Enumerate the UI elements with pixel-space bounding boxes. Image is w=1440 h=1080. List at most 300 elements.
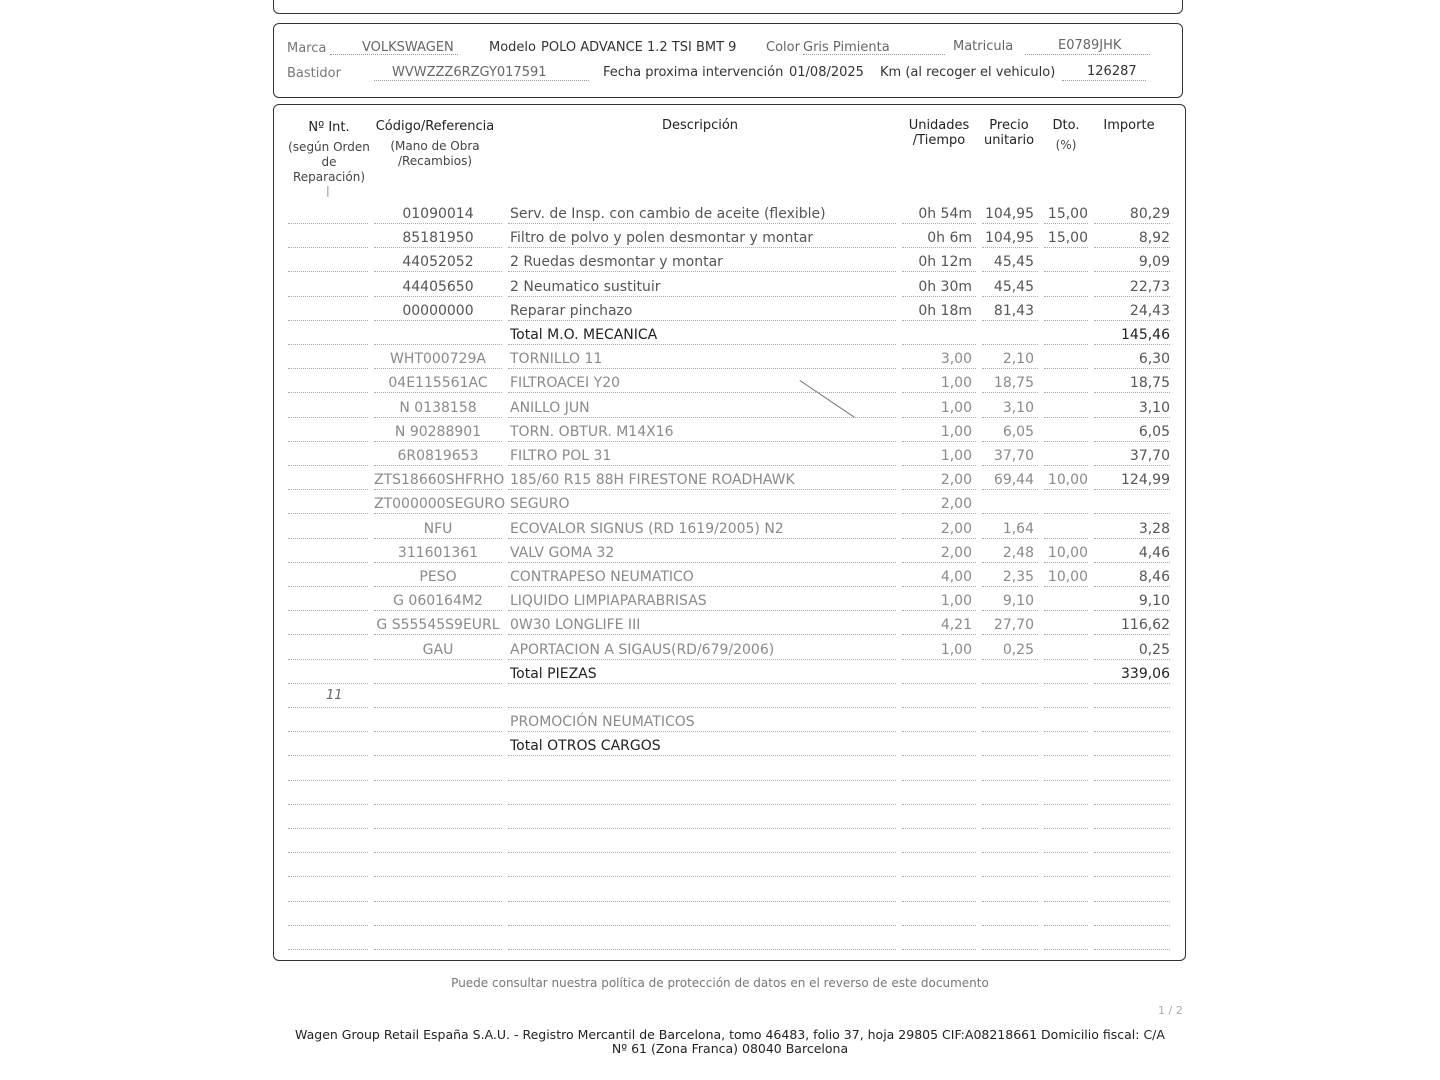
row-rule [508, 513, 896, 514]
cell-desc: PROMOCIÓN NEUMATICOS [510, 714, 695, 731]
row-rule [508, 562, 896, 563]
cell-units: 2,00 [940, 544, 972, 561]
row-rule [982, 707, 1038, 708]
row-rule [1094, 271, 1170, 272]
row-rule [982, 489, 1038, 490]
row-rule [1094, 659, 1170, 660]
row-rule [902, 223, 976, 224]
privacy-note: Puede consultar nuestra política de protección de datos en el reverso de este documento [451, 976, 989, 990]
row-rule [288, 223, 368, 224]
row-rule [902, 949, 976, 950]
row-rule [374, 417, 502, 418]
cell-price: 27,70 [993, 617, 1034, 634]
row-rule [288, 441, 368, 442]
row-rule [982, 683, 1038, 684]
row-rule [288, 949, 368, 950]
cell-amount: 9,09 [1138, 254, 1170, 271]
row-rule [288, 731, 368, 732]
cell-dto: 10,00 [1047, 569, 1088, 585]
cell-desc: FILTRO POL 31 [510, 448, 612, 464]
row-rule [902, 634, 976, 635]
km-label: Km (al recoger el vehiculo) [880, 65, 1056, 80]
row-rule [982, 586, 1038, 587]
row-rule [288, 901, 368, 902]
row-rule [508, 417, 896, 418]
cell-price: 18,75 [993, 375, 1034, 392]
row-rule [1094, 804, 1170, 805]
cell-amount: 339,06 [1121, 665, 1170, 682]
cell-price: 1,64 [1002, 520, 1034, 537]
row-rule [902, 489, 976, 490]
cell-price: 6,05 [1002, 423, 1034, 440]
row-rule [1044, 634, 1088, 635]
row-rule [288, 271, 368, 272]
row-rule [508, 392, 896, 393]
row-rule [1044, 465, 1088, 466]
cell-units: 2,00 [940, 520, 972, 537]
row-rule [982, 634, 1038, 635]
row-rule [374, 368, 502, 369]
row-rule [902, 538, 976, 539]
cell-code: 44405650 [402, 278, 474, 295]
row-rule [1094, 852, 1170, 853]
row-rule [1094, 417, 1170, 418]
row-rule [982, 852, 1038, 853]
cell-desc: VALV GOMA 32 [510, 544, 615, 561]
row-rule [1094, 296, 1170, 297]
row-rule [1044, 320, 1088, 321]
row-rule [982, 465, 1038, 466]
cell-price: 104,95 [985, 206, 1034, 222]
cell-dto: 15,00 [1047, 206, 1088, 222]
cell-amount: 3,28 [1138, 520, 1170, 537]
header-dto: Dto. (%) [1052, 118, 1080, 152]
color-label: Color [766, 40, 800, 55]
legal-footer: Wagen Group Retail España S.A.U. - Registro Mercantil de Barcelona, tomo 46483, folio 37, hoja 29805 CIF:A08218661 Domicilio fiscal: C/A Nº 61 (Zona Franca) 08040 Barcelona [295, 1027, 1165, 1056]
cell-units: 4,21 [940, 617, 972, 634]
bastidor-value: WVWZZZ6RZGY017591 [392, 65, 547, 80]
row-rule [288, 780, 368, 781]
cell-code: WHT000729A [390, 351, 486, 368]
cell-desc: Filtro de polvo y polen desmontar y montar [510, 230, 814, 247]
cell-units: 1,00 [940, 641, 972, 658]
matricula-value: E0789JHK [1058, 38, 1122, 53]
row-rule [374, 804, 502, 805]
modelo-value: POLO ADVANCE 1.2 TSI BMT 9 [541, 40, 737, 55]
cell-price: 104,95 [985, 230, 1034, 247]
row-rule [982, 417, 1038, 418]
row-rule [982, 925, 1038, 926]
cell-code: PESO [419, 569, 457, 585]
cell-desc: Total M.O. MECANICA [510, 327, 658, 343]
row-rule [288, 634, 368, 635]
row-rule [508, 586, 896, 587]
row-rule [374, 949, 502, 950]
row-rule [902, 876, 976, 877]
row-rule [288, 804, 368, 805]
row-rule [902, 610, 976, 611]
row-rule [1094, 320, 1170, 321]
cell-code: G S55545S9EURL [376, 617, 500, 634]
row-rule [902, 513, 976, 514]
row-rule [508, 320, 896, 321]
header-unidades: Unidades /Tiempo [908, 118, 970, 148]
row-rule [902, 320, 976, 321]
row-rule [1044, 683, 1088, 684]
row-rule [288, 296, 368, 297]
cell-price: 2,10 [1002, 351, 1034, 368]
row-rule [982, 780, 1038, 781]
cell-amount: 24,43 [1129, 302, 1170, 319]
row-rule [374, 755, 502, 756]
row-rule [1094, 876, 1170, 877]
row-rule [288, 392, 368, 393]
row-rule [1044, 271, 1088, 272]
row-rule [374, 828, 502, 829]
cell-code: ZTS18660SHFRHO [374, 472, 505, 489]
cell-amount: 4,46 [1138, 544, 1170, 561]
row-rule [508, 804, 896, 805]
row-rule [902, 271, 976, 272]
row-rule [508, 271, 896, 272]
modelo-label: Modelo [489, 40, 536, 55]
row-rule [288, 368, 368, 369]
cell-price: 0,25 [1002, 641, 1034, 658]
cell-amount: 3,10 [1138, 399, 1170, 416]
cell-dto: 10,00 [1047, 544, 1088, 561]
row-rule [1094, 223, 1170, 224]
cell-amount: 8,92 [1138, 230, 1170, 247]
cell-desc: APORTACION A SIGAUS(RD/679/2006) [510, 641, 775, 658]
row-rule [374, 271, 502, 272]
row-rule [902, 852, 976, 853]
row-rule [1094, 901, 1170, 902]
row-rule [982, 731, 1038, 732]
row-rule [1094, 925, 1170, 926]
row-rule [982, 223, 1038, 224]
cell-code: N 90288901 [394, 423, 482, 440]
row-rule [1044, 344, 1088, 345]
row-rule [508, 538, 896, 539]
km-value: 126287 [1087, 64, 1137, 79]
cell-price: 37,70 [993, 448, 1034, 464]
cell-desc: 0W30 LONGLIFE III [510, 617, 641, 634]
cell-amount: 124,99 [1121, 472, 1170, 489]
row-rule [374, 465, 502, 466]
cell-units: 3,00 [940, 351, 972, 368]
cell-units: 2,00 [940, 496, 972, 513]
cell-desc: TORNILLO 11 [510, 351, 603, 368]
header-nint: Nº Int. (según Orden de Reparación) [288, 120, 370, 184]
row-rule [288, 562, 368, 563]
row-rule [982, 876, 1038, 877]
cell-code: 311601361 [397, 544, 479, 561]
row-rule [1044, 610, 1088, 611]
cell-desc: ECOVALOR SIGNUS (RD 1619/2005) N2 [510, 520, 784, 537]
row-rule [1094, 368, 1170, 369]
cell-desc: 2 Neumatico sustituir [510, 278, 661, 295]
row-rule [1044, 296, 1088, 297]
cell-price: 45,45 [993, 254, 1034, 271]
row-rule [374, 344, 502, 345]
cell-price: 3,10 [1002, 399, 1034, 416]
row-rule [902, 731, 976, 732]
row-rule [508, 659, 896, 660]
row-rule [374, 707, 502, 708]
row-rule [1044, 223, 1088, 224]
cell-units: 0h 12m [918, 254, 972, 271]
cell-code: 85181950 [402, 230, 474, 247]
cell-code: N 0138158 [399, 399, 477, 416]
cell-price: 9,10 [1002, 593, 1034, 610]
row-rule [1044, 392, 1088, 393]
row-rule [982, 949, 1038, 950]
row-rule [902, 659, 976, 660]
row-rule [374, 320, 502, 321]
cell-code: ZT000000SEGURO [374, 496, 506, 513]
row-rule [1094, 586, 1170, 587]
cell-desc: 185/60 R15 88H FIRESTONE ROADHAWK [510, 472, 795, 489]
row-rule [1044, 852, 1088, 853]
cell-price: 2,48 [1002, 544, 1034, 561]
row-rule [288, 707, 368, 708]
row-rule [508, 683, 896, 684]
row-rule [508, 489, 896, 490]
row-rule [288, 465, 368, 466]
marca-value: VOLKSWAGEN [362, 40, 454, 55]
row-rule [902, 755, 976, 756]
row-rule [1044, 876, 1088, 877]
row-rule [1094, 489, 1170, 490]
row-rule [982, 828, 1038, 829]
previous-section-box [273, 0, 1183, 14]
cell-amount: 80,29 [1129, 206, 1170, 222]
page-number: 1 / 2 [1158, 1004, 1183, 1017]
row-rule [1044, 804, 1088, 805]
row-rule [1044, 659, 1088, 660]
cell-code: NFU [423, 520, 453, 537]
row-rule [508, 368, 896, 369]
row-rule [902, 392, 976, 393]
row-rule [902, 828, 976, 829]
row-rule [902, 296, 976, 297]
row-rule [1094, 610, 1170, 611]
row-rule [982, 320, 1038, 321]
row-rule [1044, 925, 1088, 926]
cell-code: 01090014 [402, 206, 474, 222]
vehicle-info-box [273, 23, 1183, 98]
cell-units: 0h 30m [918, 278, 972, 295]
row-rule [1094, 441, 1170, 442]
row-rule [1044, 368, 1088, 369]
cell-amount: 6,30 [1138, 351, 1170, 368]
row-rule [982, 659, 1038, 660]
row-rule [1094, 828, 1170, 829]
row-rule [1094, 465, 1170, 466]
cell-desc: TORN. OBTUR. M14X16 [510, 423, 674, 440]
row-rule [288, 538, 368, 539]
tick-mark: | [326, 184, 330, 197]
row-rule [1044, 731, 1088, 732]
row-rule [508, 247, 896, 248]
row-rule [902, 586, 976, 587]
row-rule [508, 344, 896, 345]
row-rule [374, 731, 502, 732]
bastidor-label: Bastidor [287, 66, 341, 81]
cell-code: 00000000 [402, 302, 474, 319]
row-rule [1044, 901, 1088, 902]
row-rule [374, 586, 502, 587]
row-rule [982, 804, 1038, 805]
cell-price: 81,43 [993, 302, 1034, 319]
cell-desc: Total PIEZAS [510, 665, 597, 682]
row-rule [1044, 780, 1088, 781]
row-rule [288, 852, 368, 853]
row-rule [1094, 780, 1170, 781]
row-rule [982, 901, 1038, 902]
row-rule [288, 247, 368, 248]
row-rule [374, 247, 502, 248]
cell-desc: Reparar pinchazo [510, 302, 633, 319]
header-codigo: Código/Referencia (Mano de Obra /Recambios) [375, 119, 495, 168]
row-rule [902, 247, 976, 248]
row-rule [374, 538, 502, 539]
row-rule [1044, 828, 1088, 829]
cell-units: 1,00 [940, 448, 972, 464]
row-rule [374, 441, 502, 442]
row-rule [508, 296, 896, 297]
row-rule [374, 513, 502, 514]
row-rule [508, 465, 896, 466]
cell-units: 1,00 [940, 423, 972, 440]
cell-desc: ANILLO JUN [510, 399, 590, 416]
row-rule [288, 659, 368, 660]
cell-dto: 15,00 [1047, 230, 1088, 247]
row-rule [1044, 247, 1088, 248]
cell-desc: LIQUIDO LIMPIAPARABRISAS [510, 593, 707, 610]
row-rule [982, 271, 1038, 272]
row-rule [902, 368, 976, 369]
row-rule [288, 417, 368, 418]
row-rule [1094, 949, 1170, 950]
cell-desc: Total OTROS CARGOS [510, 738, 661, 755]
row-rule [1094, 344, 1170, 345]
cell-code: 44052052 [402, 254, 474, 271]
row-rule [982, 538, 1038, 539]
row-rule [982, 513, 1038, 514]
row-rule [982, 296, 1038, 297]
cell-amount: 18,75 [1129, 375, 1170, 392]
row-rule [1094, 562, 1170, 563]
row-rule [288, 610, 368, 611]
row-rule [1094, 392, 1170, 393]
row-rule [982, 344, 1038, 345]
cell-amount: 9,10 [1138, 593, 1170, 610]
row-rule [902, 707, 976, 708]
row-rule [374, 223, 502, 224]
cell-desc: 2 Ruedas desmontar y montar [510, 254, 723, 271]
row-rule [902, 925, 976, 926]
row-rule [1094, 538, 1170, 539]
row-rule [902, 562, 976, 563]
row-rule [982, 610, 1038, 611]
cell-amount: 8,46 [1138, 569, 1170, 585]
row-rule [508, 610, 896, 611]
color-value: Gris Pimienta [803, 40, 890, 55]
row-rule [902, 804, 976, 805]
row-rule [288, 755, 368, 756]
row-rule [508, 634, 896, 635]
row-rule [374, 296, 502, 297]
row-rule [374, 634, 502, 635]
row-rule [1094, 707, 1170, 708]
row-rule [1044, 441, 1088, 442]
row-rule [508, 828, 896, 829]
row-rule [374, 392, 502, 393]
row-rule [902, 417, 976, 418]
row-rule [982, 441, 1038, 442]
row-rule [982, 562, 1038, 563]
row-rule [374, 683, 502, 684]
marca-label: Marca [287, 41, 327, 56]
row-rule [508, 780, 896, 781]
row-rule [374, 780, 502, 781]
row-rule [288, 586, 368, 587]
row-rule [508, 731, 896, 732]
cell-units: 1,00 [940, 593, 972, 610]
cell-desc: CONTRAPESO NEUMATICO [510, 569, 694, 585]
row-rule [1044, 755, 1088, 756]
row-rule [902, 780, 976, 781]
row-rule [982, 392, 1038, 393]
cell-units: 2,00 [940, 472, 972, 489]
row-rule [288, 320, 368, 321]
row-rule [288, 828, 368, 829]
row-rule [508, 852, 896, 853]
row-rule [902, 465, 976, 466]
row-rule [1044, 586, 1088, 587]
cell-desc: SEGURO [510, 496, 570, 513]
cell-units: 0h 54m [918, 206, 972, 222]
header-precio: Precio unitario [983, 118, 1035, 148]
row-rule [508, 441, 896, 442]
row-rule [508, 949, 896, 950]
cell-price: 2,35 [1002, 569, 1034, 585]
row-rule [288, 876, 368, 877]
cell-code: 6R0819653 [397, 448, 479, 464]
row-rule [902, 344, 976, 345]
row-rule [1044, 949, 1088, 950]
row-rule [1044, 538, 1088, 539]
cell-units: 1,00 [940, 399, 972, 416]
row-rule [374, 562, 502, 563]
row-rule [288, 925, 368, 926]
cell-code: GAU [422, 641, 454, 658]
cell-amount: 22,73 [1129, 278, 1170, 295]
row-rule [1094, 731, 1170, 732]
fecha-value: 01/08/2025 [789, 65, 864, 80]
fecha-label: Fecha proxima intervención [603, 65, 784, 80]
cell-amount: 145,46 [1121, 327, 1170, 343]
cell-amount: 6,05 [1138, 423, 1170, 440]
handwritten-mark: 11 [326, 688, 343, 703]
row-rule [982, 247, 1038, 248]
row-rule [374, 610, 502, 611]
row-rule [288, 344, 368, 345]
row-rule [902, 441, 976, 442]
cell-code: 04E115561AC [388, 375, 488, 392]
row-rule [288, 683, 368, 684]
